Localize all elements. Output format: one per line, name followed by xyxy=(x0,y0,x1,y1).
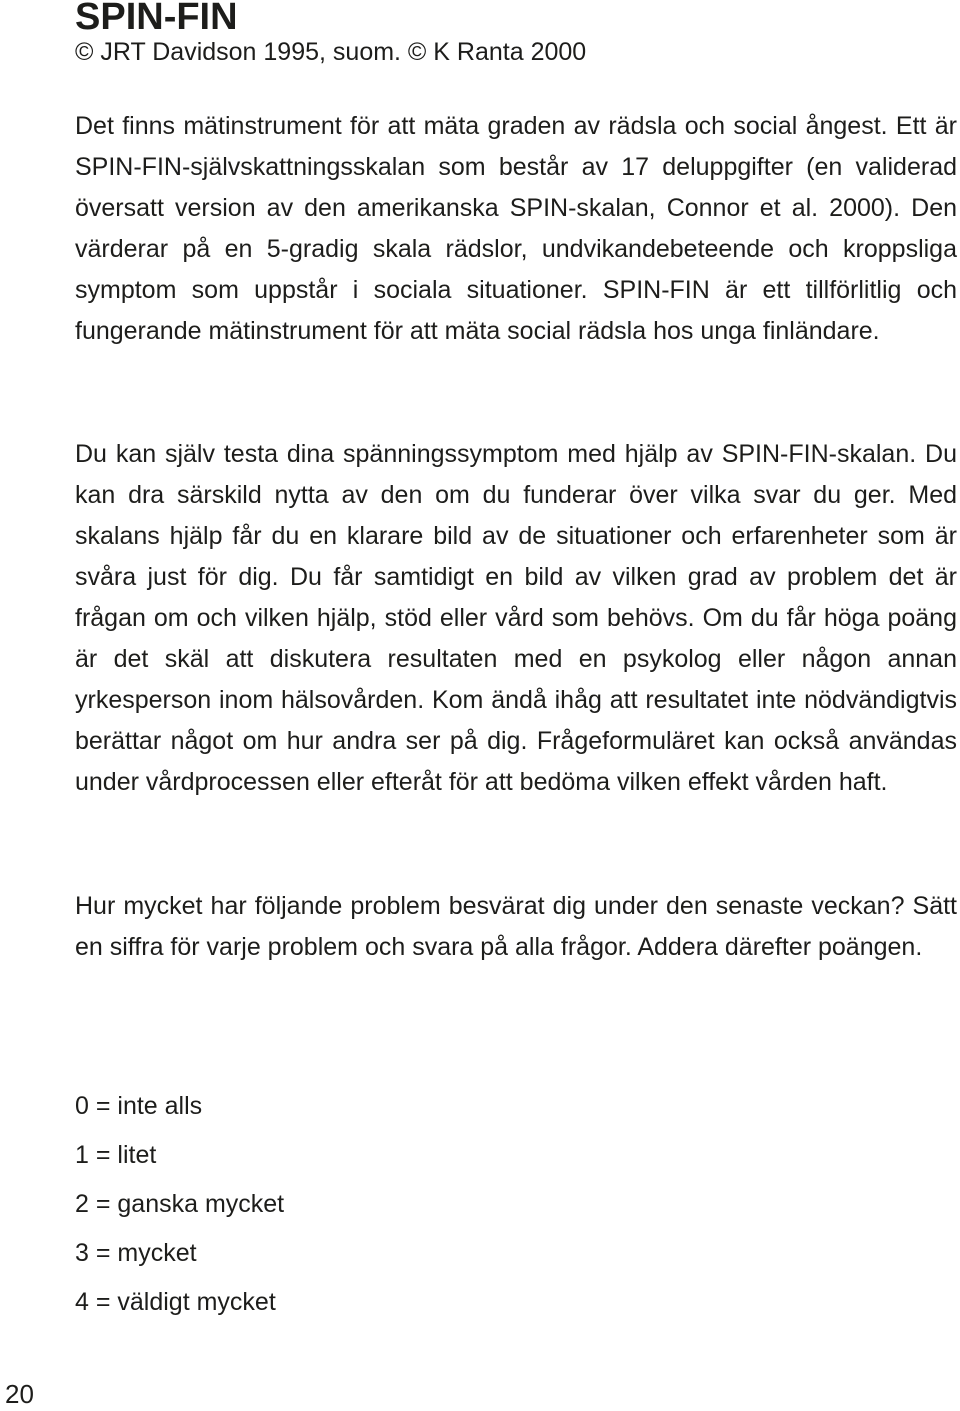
copyright-line: © JRT Davidson 1995, suom. © K Ranta 2000 xyxy=(75,38,587,66)
page-title: SPIN-FIN xyxy=(75,0,238,38)
intro-paragraph: Det finns mätinstrument för att mäta graden av rädsla och social ångest. Ett är SPIN-FIN-självskattningsskalan som består av 17 deluppgifter (en validerad översatt version av den amerikanska SPIN-skalan, Connor et al. 2000). Den värderar på en 5-gradig skala rädslor, undvikandebeteende och kroppsliga symptom som uppstår i sociala situationer. SPIN-FIN är ett tillförlitlig och fungerande mätinstrument för att mäta social rädsla hos unga finländare. xyxy=(75,112,957,345)
scale-item: 2 = ganska mycket xyxy=(75,1190,285,1218)
page-number: 20 xyxy=(5,1379,34,1409)
scale-item: 3 = mycket xyxy=(75,1239,197,1267)
self-test-paragraph: Du kan själv testa dina spänningssymptom med hjälp av SPIN-FIN-skalan. Du kan dra särskild nytta av den om du funderar över vilka svar du ger. Med skalans hjälp får du en klarare bild av de situationer och erfarenheter som är svåra just för dig. Du får samtidigt en bild av vilken grad av problem det är frågan om och vilken hjälp, stöd eller vård som behövs. Om du får höga poäng är det skäl att diskutera resultaten med en psykolog eller någon annan yrkesperson inom hälsovården. Kom ändå ihåg att resultatet inte nödvändigtvis berättar något om hur andra ser på dig. Frågeformuläret kan också användas under vårdprocessen eller efteråt för att bedöma vilken effekt vården haft. xyxy=(75,440,957,796)
scale-item: 4 = väldigt mycket xyxy=(75,1288,276,1316)
scale-item: 0 = inte alls xyxy=(75,1092,203,1120)
scale-item: 1 = litet xyxy=(75,1141,157,1169)
instructions-paragraph: Hur mycket har följande problem besvärat dig under den senaste veckan? Sätt en siffra för varje problem och svara på alla frågor. Addera därefter poängen. xyxy=(75,892,957,961)
rating-scale-list xyxy=(75,1082,284,1327)
